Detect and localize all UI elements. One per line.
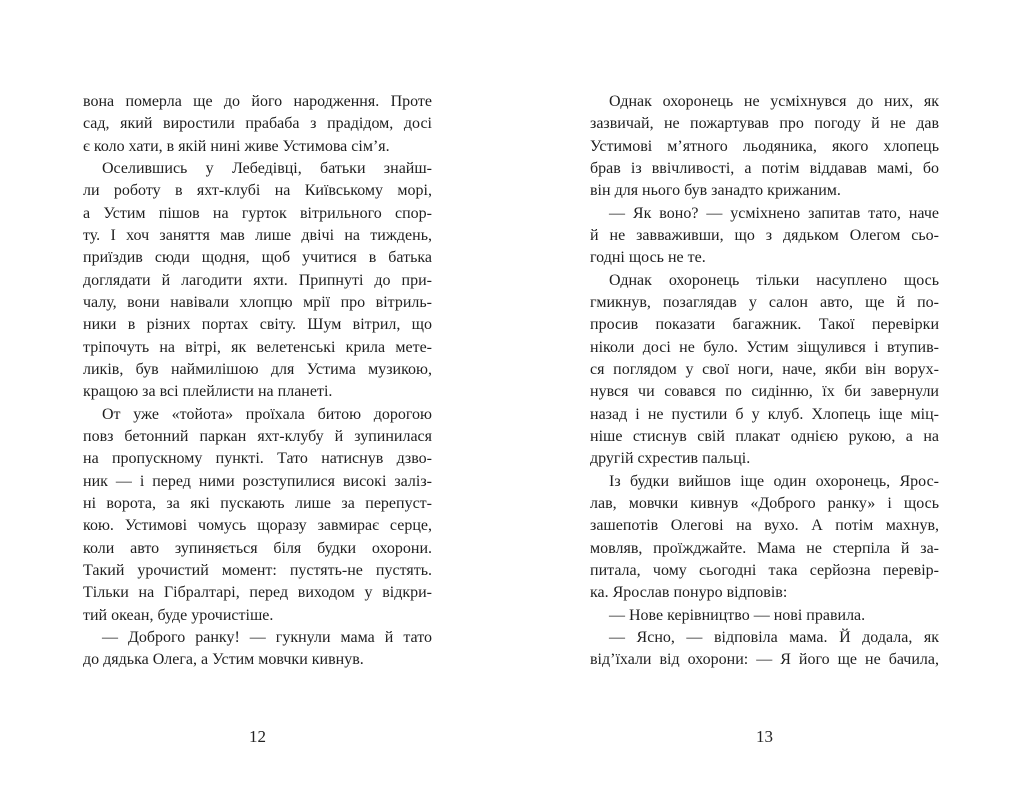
text-line: від’їхали від охорони: — Я його ще не бачила, <box>590 651 939 669</box>
text-line: Устимові м’ятного льодяника, якого хлопець <box>590 137 939 155</box>
text-line: Однак охоронець не усміхнувся до них, як <box>609 93 939 110</box>
text-line: — Нове керівництво — нові правила. <box>609 606 866 624</box>
text-line: гмикнув, позаглядав у салон авто, ще й по- <box>590 293 939 311</box>
text-line: Оселившись у Лебедівці, батьки знайш- <box>102 159 432 177</box>
text-line: брав із ввічливості, а потім віддавав мамі, бо <box>590 159 939 177</box>
text-line: коли авто зупиняється біля будки охорони. <box>83 539 432 557</box>
text-line: зашепотів Олегові на вухо. А потім махнув, <box>590 517 939 535</box>
text-line: ник — і перед ними розступилися високі заліз- <box>83 472 432 490</box>
text-line: питала, чому сьогодні така серйозна перевір- <box>590 561 939 579</box>
text-line: й не завваживши, що з дядьком Олегом сьо- <box>590 226 939 244</box>
text-line: вона померла ще до його народження. Проте <box>83 93 432 110</box>
page-left-text <box>83 91 432 672</box>
text-line: — Доброго ранку! — гукнули мама й тато <box>102 628 432 646</box>
text-line: приїздив сюди щодня, щоб учитися в батька <box>83 249 432 267</box>
text-line: нувся чи совався по сидінню, їх би завернули <box>590 383 939 401</box>
text-line: кращою за всі плейлисти на планеті. <box>83 383 333 401</box>
text-line: ні ворота, за які пускають лише за перепуст- <box>83 494 432 512</box>
text-line: ніколи досі не було. Устим зіщулився і втупив- <box>590 338 939 356</box>
text-line: Однак охоронець тільки насуплено щось <box>609 271 939 289</box>
text-line: Такий урочистий момент: пустять-не пустять. <box>83 561 432 579</box>
text-line: кою. Устимові чомусь щоразу завмирає серце, <box>83 517 432 535</box>
text-line: ніше стиснув свій плакат однією рукою, а на <box>590 427 939 445</box>
text-line: ликів, був наймилішою для Устима музикою, <box>83 360 432 378</box>
page-number-right: 13 <box>756 727 773 746</box>
text-line: а Устим пішов на гурток вітрильного спор- <box>83 204 432 222</box>
text-line: зазвичай, не пожартував про погоду й не дав <box>590 115 939 133</box>
text-line: просив показати багажник. Такої перевірки <box>590 316 939 334</box>
text-line: годні щось не те. <box>590 249 706 267</box>
text-line: він для нього був занадто крижаним. <box>590 182 841 200</box>
text-line: От уже «тойота» проїхала битою дорогою <box>102 405 432 423</box>
text-line: мовляв, проїжджайте. Мама не стерпіла й за- <box>590 539 939 557</box>
page-right-text <box>590 91 939 672</box>
page-number-left: 12 <box>249 727 266 746</box>
text-line: Тільки на Гібралтарі, перед виходом у відкри- <box>83 584 432 602</box>
text-line: сад, який виростили прабаба з прадідом, досі <box>83 115 432 133</box>
text-line: тріпочуть на вітрі, як велетенські крила мете- <box>83 338 432 356</box>
text-line: другій схрестив пальці. <box>590 450 751 468</box>
text-line: на пропускному пункті. Тато натиснув дзво- <box>83 450 432 468</box>
text-line: доглядати й лагодити яхти. Припнуті до при- <box>83 271 432 289</box>
text-line: чалу, вони навівали хлопцю мрії про вітриль- <box>83 293 432 311</box>
text-line: Із будки вийшов іще один охоронець, Ярос- <box>609 472 939 490</box>
text-line: ту. І хоч заняття мав лише двічі на тиждень, <box>83 226 432 244</box>
text-line: — Як воно? — усміхнено запитав тато, наче <box>609 204 939 222</box>
text-line: ники в різних портах світу. Шум вітрил, що <box>83 316 432 334</box>
text-line: тий океан, буде урочистіше. <box>83 606 274 624</box>
text-line: лав, мовчки кивнув «Доброго ранку» і щось <box>590 494 939 512</box>
text-line: — Ясно, — відповіла мама. Й додала, як <box>609 628 939 646</box>
text-line: до дядька Олега, а Устим мовчки кивнув. <box>83 651 364 669</box>
text-line: назад і не пустили б у клуб. Хлопець іще міц- <box>590 405 939 423</box>
text-line: ся поглядом у свої ноги, наче, якби він ворух- <box>590 360 939 378</box>
text-line: є коло хати, в якій нині живе Устимова сім’я. <box>83 137 390 155</box>
text-line: ка. Ярослав понуро відповів: <box>590 584 788 602</box>
text-line: повз бетонний паркан яхт-клубу й зупинилася <box>83 427 432 445</box>
text-line: ли роботу в яхт-клубі на Київському морі, <box>83 182 432 200</box>
